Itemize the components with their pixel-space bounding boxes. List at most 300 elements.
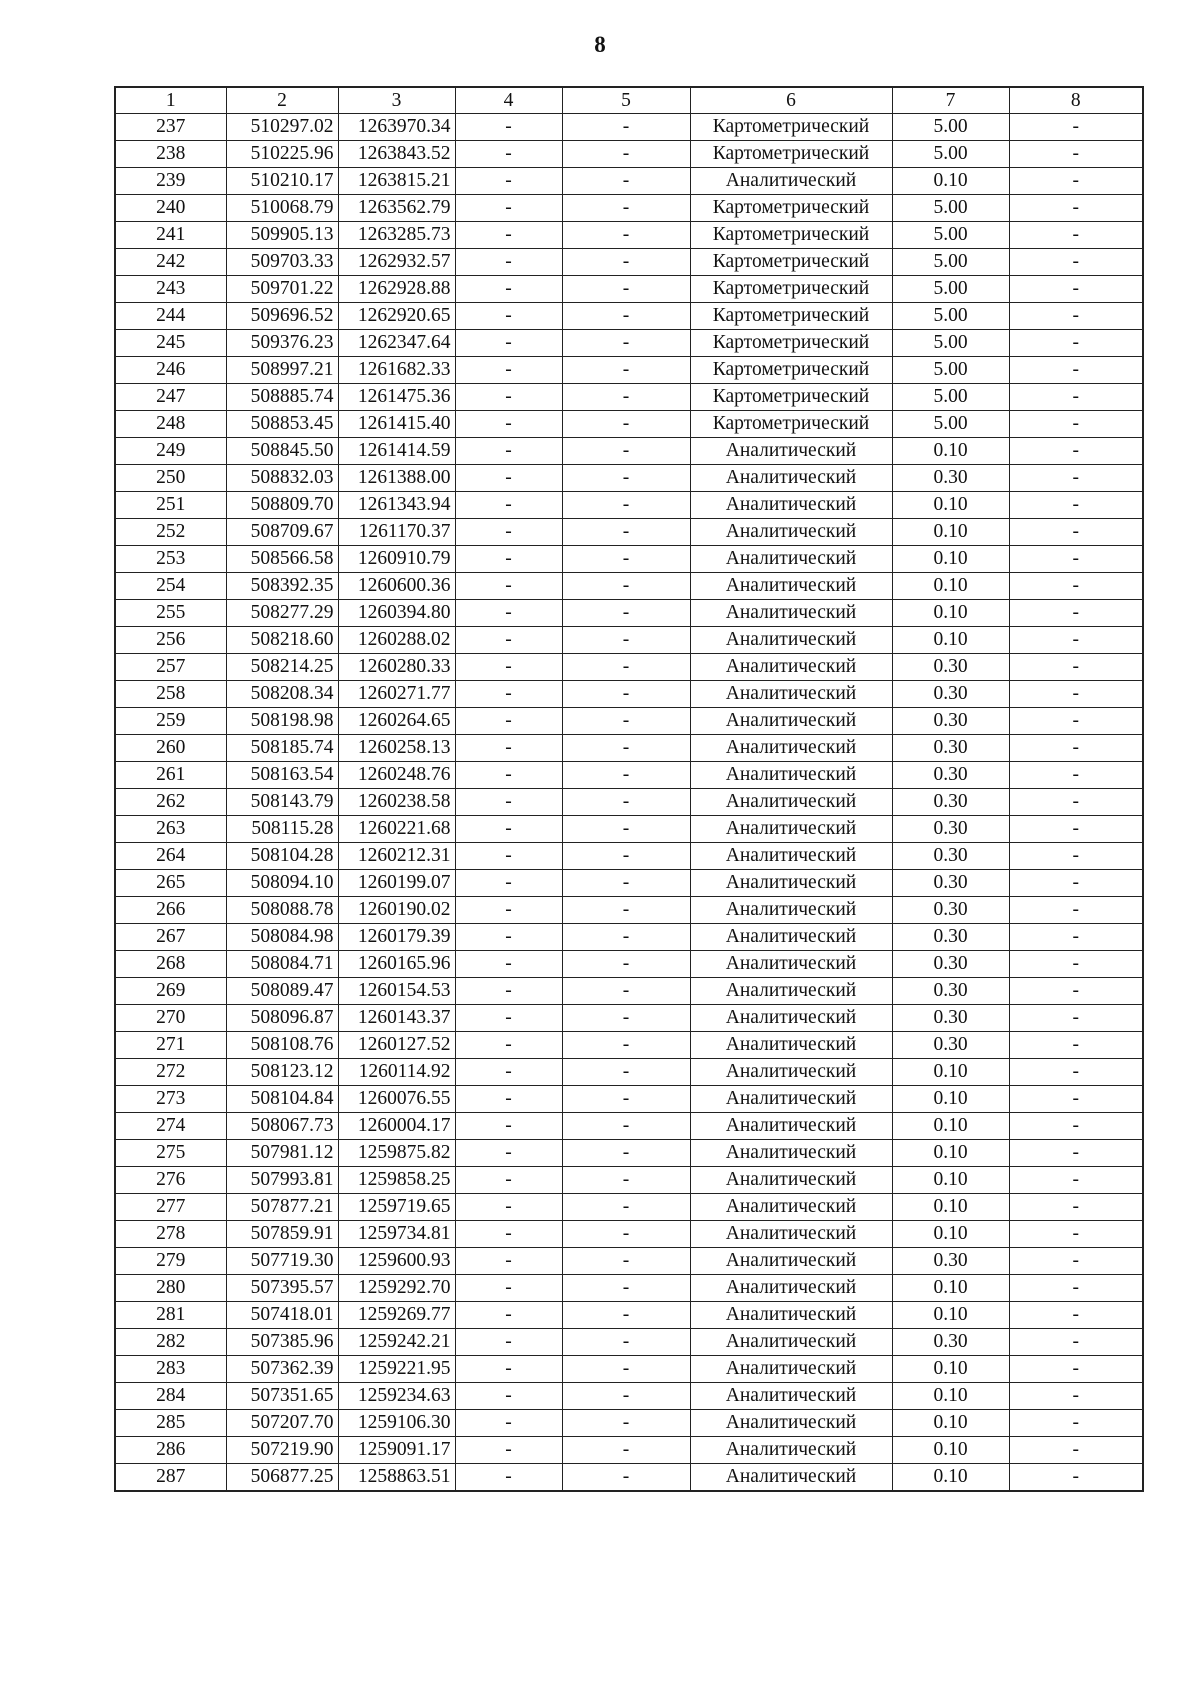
column-4-cell: - [455, 816, 562, 843]
column-8-cell: - [1009, 222, 1143, 249]
method-cell: Аналитический [690, 1032, 892, 1059]
column-4-cell: - [455, 1167, 562, 1194]
x-coordinate-cell: 506877.25 [226, 1464, 338, 1492]
method-cell: Аналитический [690, 168, 892, 195]
column-5-cell: - [562, 276, 690, 303]
column-5-cell: - [562, 1059, 690, 1086]
column-4-cell: - [455, 303, 562, 330]
table-row [115, 870, 1143, 897]
x-coordinate-cell: 507719.30 [226, 1248, 338, 1275]
point-number-cell: 272 [115, 1059, 226, 1086]
column-4-cell: - [455, 114, 562, 141]
x-coordinate-cell: 508845.50 [226, 438, 338, 465]
y-coordinate-cell: 1260271.77 [338, 681, 455, 708]
method-cell: Аналитический [690, 1005, 892, 1032]
table-row [115, 1383, 1143, 1410]
method-cell: Аналитический [690, 789, 892, 816]
point-number-cell: 270 [115, 1005, 226, 1032]
method-cell: Аналитический [690, 762, 892, 789]
y-coordinate-cell: 1260114.92 [338, 1059, 455, 1086]
accuracy-cell: 0.10 [892, 1059, 1009, 1086]
x-coordinate-cell: 508094.10 [226, 870, 338, 897]
accuracy-cell: 0.10 [892, 1086, 1009, 1113]
accuracy-cell: 0.30 [892, 1248, 1009, 1275]
column-8-cell: - [1009, 1194, 1143, 1221]
accuracy-cell: 0.10 [892, 1383, 1009, 1410]
accuracy-cell: 0.10 [892, 1194, 1009, 1221]
table-row [115, 1437, 1143, 1464]
column-5-cell: - [562, 1194, 690, 1221]
column-5-cell: - [562, 1140, 690, 1167]
y-coordinate-cell: 1258863.51 [338, 1464, 455, 1492]
column-4-cell: - [455, 384, 562, 411]
table-row [115, 519, 1143, 546]
table-row [115, 951, 1143, 978]
accuracy-cell: 0.30 [892, 735, 1009, 762]
table-row [115, 1140, 1143, 1167]
column-5-cell: - [562, 465, 690, 492]
y-coordinate-cell: 1259719.65 [338, 1194, 455, 1221]
y-coordinate-cell: 1263815.21 [338, 168, 455, 195]
column-5-cell: - [562, 600, 690, 627]
method-cell: Аналитический [690, 573, 892, 600]
x-coordinate-cell: 509701.22 [226, 276, 338, 303]
accuracy-cell: 5.00 [892, 141, 1009, 168]
y-coordinate-cell: 1259234.63 [338, 1383, 455, 1410]
point-number-cell: 252 [115, 519, 226, 546]
x-coordinate-cell: 508115.28 [226, 816, 338, 843]
table-row [115, 1248, 1143, 1275]
y-coordinate-cell: 1261682.33 [338, 357, 455, 384]
column-8-cell: - [1009, 1059, 1143, 1086]
accuracy-cell: 0.10 [892, 1410, 1009, 1437]
column-4-cell: - [455, 573, 562, 600]
column-4-cell: - [455, 1086, 562, 1113]
column-8-cell: - [1009, 1437, 1143, 1464]
column-8-cell: - [1009, 1140, 1143, 1167]
column-8-cell: - [1009, 951, 1143, 978]
method-cell: Аналитический [690, 465, 892, 492]
table-row [115, 654, 1143, 681]
point-number-cell: 240 [115, 195, 226, 222]
point-number-cell: 255 [115, 600, 226, 627]
point-number-cell: 247 [115, 384, 226, 411]
table-row [115, 627, 1143, 654]
column-8-cell: - [1009, 1086, 1143, 1113]
accuracy-cell: 0.10 [892, 1221, 1009, 1248]
y-coordinate-cell: 1261415.40 [338, 411, 455, 438]
column-8-cell: - [1009, 573, 1143, 600]
x-coordinate-cell: 509703.33 [226, 249, 338, 276]
column-4-cell: - [455, 1383, 562, 1410]
y-coordinate-cell: 1260258.13 [338, 735, 455, 762]
table-header-row [115, 87, 1143, 114]
column-4-cell: - [455, 897, 562, 924]
column-4-cell: - [455, 789, 562, 816]
point-number-cell: 237 [115, 114, 226, 141]
column-8-cell: - [1009, 411, 1143, 438]
method-cell: Аналитический [690, 978, 892, 1005]
column-5-cell: - [562, 762, 690, 789]
accuracy-cell: 5.00 [892, 384, 1009, 411]
column-4-cell: - [455, 1248, 562, 1275]
point-number-cell: 284 [115, 1383, 226, 1410]
method-cell: Картометрический [690, 195, 892, 222]
column-8-cell: - [1009, 519, 1143, 546]
table-row [115, 1464, 1143, 1492]
column-header: 5 [562, 87, 690, 114]
x-coordinate-cell: 507418.01 [226, 1302, 338, 1329]
x-coordinate-cell: 508185.74 [226, 735, 338, 762]
column-8-cell: - [1009, 789, 1143, 816]
column-8-cell: - [1009, 1167, 1143, 1194]
point-number-cell: 245 [115, 330, 226, 357]
table-row [115, 438, 1143, 465]
column-5-cell: - [562, 735, 690, 762]
x-coordinate-cell: 508277.29 [226, 600, 338, 627]
y-coordinate-cell: 1260212.31 [338, 843, 455, 870]
method-cell: Аналитический [690, 951, 892, 978]
table-row [115, 600, 1143, 627]
accuracy-cell: 0.30 [892, 762, 1009, 789]
column-8-cell: - [1009, 492, 1143, 519]
table-row [115, 384, 1143, 411]
y-coordinate-cell: 1259875.82 [338, 1140, 455, 1167]
accuracy-cell: 5.00 [892, 330, 1009, 357]
point-number-cell: 243 [115, 276, 226, 303]
column-header: 1 [115, 87, 226, 114]
method-cell: Аналитический [690, 1464, 892, 1492]
column-5-cell: - [562, 978, 690, 1005]
y-coordinate-cell: 1259106.30 [338, 1410, 455, 1437]
column-8-cell: - [1009, 195, 1143, 222]
column-4-cell: - [455, 519, 562, 546]
x-coordinate-cell: 508104.28 [226, 843, 338, 870]
x-coordinate-cell: 508885.74 [226, 384, 338, 411]
x-coordinate-cell: 508566.58 [226, 546, 338, 573]
point-number-cell: 256 [115, 627, 226, 654]
column-4-cell: - [455, 1275, 562, 1302]
accuracy-cell: 0.30 [892, 897, 1009, 924]
accuracy-cell: 0.30 [892, 816, 1009, 843]
method-cell: Аналитический [690, 681, 892, 708]
y-coordinate-cell: 1260248.76 [338, 762, 455, 789]
column-4-cell: - [455, 843, 562, 870]
y-coordinate-cell: 1260179.39 [338, 924, 455, 951]
table-row [115, 357, 1143, 384]
column-5-cell: - [562, 222, 690, 249]
method-cell: Аналитический [690, 1167, 892, 1194]
column-5-cell: - [562, 519, 690, 546]
column-4-cell: - [455, 1059, 562, 1086]
method-cell: Аналитический [690, 897, 892, 924]
point-number-cell: 248 [115, 411, 226, 438]
x-coordinate-cell: 507395.57 [226, 1275, 338, 1302]
point-number-cell: 265 [115, 870, 226, 897]
column-4-cell: - [455, 1113, 562, 1140]
column-8-cell: - [1009, 141, 1143, 168]
method-cell: Картометрический [690, 276, 892, 303]
column-5-cell: - [562, 384, 690, 411]
accuracy-cell: 0.10 [892, 546, 1009, 573]
column-8-cell: - [1009, 438, 1143, 465]
y-coordinate-cell: 1263970.34 [338, 114, 455, 141]
column-5-cell: - [562, 168, 690, 195]
y-coordinate-cell: 1262920.65 [338, 303, 455, 330]
point-number-cell: 242 [115, 249, 226, 276]
accuracy-cell: 0.30 [892, 465, 1009, 492]
method-cell: Аналитический [690, 1383, 892, 1410]
table-row [115, 222, 1143, 249]
column-8-cell: - [1009, 1356, 1143, 1383]
point-number-cell: 257 [115, 654, 226, 681]
point-number-cell: 250 [115, 465, 226, 492]
column-5-cell: - [562, 546, 690, 573]
x-coordinate-cell: 508198.98 [226, 708, 338, 735]
x-coordinate-cell: 508853.45 [226, 411, 338, 438]
accuracy-cell: 0.30 [892, 951, 1009, 978]
column-8-cell: - [1009, 654, 1143, 681]
point-number-cell: 266 [115, 897, 226, 924]
accuracy-cell: 0.10 [892, 168, 1009, 195]
x-coordinate-cell: 508832.03 [226, 465, 338, 492]
y-coordinate-cell: 1260238.58 [338, 789, 455, 816]
x-coordinate-cell: 507877.21 [226, 1194, 338, 1221]
column-8-cell: - [1009, 681, 1143, 708]
point-number-cell: 258 [115, 681, 226, 708]
table-row [115, 1167, 1143, 1194]
method-cell: Аналитический [690, 1410, 892, 1437]
coordinates-table [114, 86, 1144, 1492]
point-number-cell: 239 [115, 168, 226, 195]
accuracy-cell: 0.10 [892, 519, 1009, 546]
column-5-cell: - [562, 1167, 690, 1194]
column-4-cell: - [455, 762, 562, 789]
method-cell: Аналитический [690, 546, 892, 573]
table-row [115, 168, 1143, 195]
column-5-cell: - [562, 1383, 690, 1410]
table-row [115, 816, 1143, 843]
column-5-cell: - [562, 330, 690, 357]
table-row [115, 276, 1143, 303]
x-coordinate-cell: 509376.23 [226, 330, 338, 357]
x-coordinate-cell: 508218.60 [226, 627, 338, 654]
column-8-cell: - [1009, 357, 1143, 384]
column-5-cell: - [562, 1221, 690, 1248]
table-row [115, 1329, 1143, 1356]
method-cell: Картометрический [690, 411, 892, 438]
y-coordinate-cell: 1259221.95 [338, 1356, 455, 1383]
method-cell: Аналитический [690, 1275, 892, 1302]
y-coordinate-cell: 1263285.73 [338, 222, 455, 249]
accuracy-cell: 0.10 [892, 1464, 1009, 1492]
column-4-cell: - [455, 1437, 562, 1464]
y-coordinate-cell: 1261388.00 [338, 465, 455, 492]
point-number-cell: 244 [115, 303, 226, 330]
column-8-cell: - [1009, 465, 1143, 492]
accuracy-cell: 0.10 [892, 627, 1009, 654]
accuracy-cell: 5.00 [892, 357, 1009, 384]
method-cell: Картометрический [690, 114, 892, 141]
column-5-cell: - [562, 924, 690, 951]
column-4-cell: - [455, 168, 562, 195]
point-number-cell: 281 [115, 1302, 226, 1329]
y-coordinate-cell: 1259242.21 [338, 1329, 455, 1356]
point-number-cell: 262 [115, 789, 226, 816]
point-number-cell: 279 [115, 1248, 226, 1275]
accuracy-cell: 0.10 [892, 1275, 1009, 1302]
method-cell: Аналитический [690, 1356, 892, 1383]
point-number-cell: 264 [115, 843, 226, 870]
x-coordinate-cell: 510210.17 [226, 168, 338, 195]
point-number-cell: 263 [115, 816, 226, 843]
method-cell: Аналитический [690, 924, 892, 951]
accuracy-cell: 0.10 [892, 1302, 1009, 1329]
method-cell: Аналитический [690, 519, 892, 546]
column-8-cell: - [1009, 1221, 1143, 1248]
column-4-cell: - [455, 681, 562, 708]
column-5-cell: - [562, 1032, 690, 1059]
column-8-cell: - [1009, 1464, 1143, 1492]
accuracy-cell: 5.00 [892, 114, 1009, 141]
column-8-cell: - [1009, 1113, 1143, 1140]
column-4-cell: - [455, 1410, 562, 1437]
method-cell: Аналитический [690, 870, 892, 897]
column-8-cell: - [1009, 735, 1143, 762]
method-cell: Аналитический [690, 1140, 892, 1167]
table-row [115, 1113, 1143, 1140]
column-5-cell: - [562, 1248, 690, 1275]
column-4-cell: - [455, 1032, 562, 1059]
column-5-cell: - [562, 1005, 690, 1032]
column-5-cell: - [562, 627, 690, 654]
point-number-cell: 267 [115, 924, 226, 951]
column-8-cell: - [1009, 114, 1143, 141]
column-header: 2 [226, 87, 338, 114]
column-8-cell: - [1009, 1383, 1143, 1410]
column-5-cell: - [562, 870, 690, 897]
point-number-cell: 275 [115, 1140, 226, 1167]
column-5-cell: - [562, 303, 690, 330]
accuracy-cell: 0.30 [892, 681, 1009, 708]
method-cell: Аналитический [690, 816, 892, 843]
x-coordinate-cell: 509696.52 [226, 303, 338, 330]
method-cell: Картометрический [690, 303, 892, 330]
column-4-cell: - [455, 222, 562, 249]
table-row [115, 330, 1143, 357]
column-8-cell: - [1009, 546, 1143, 573]
table-row [115, 708, 1143, 735]
y-coordinate-cell: 1260280.33 [338, 654, 455, 681]
table-row [115, 114, 1143, 141]
column-8-cell: - [1009, 600, 1143, 627]
table-row [115, 546, 1143, 573]
y-coordinate-cell: 1260165.96 [338, 951, 455, 978]
column-5-cell: - [562, 789, 690, 816]
point-number-cell: 274 [115, 1113, 226, 1140]
column-8-cell: - [1009, 816, 1143, 843]
method-cell: Аналитический [690, 843, 892, 870]
y-coordinate-cell: 1260600.36 [338, 573, 455, 600]
column-4-cell: - [455, 465, 562, 492]
table-row [115, 681, 1143, 708]
table-row [115, 1410, 1143, 1437]
y-coordinate-cell: 1259734.81 [338, 1221, 455, 1248]
column-4-cell: - [455, 1464, 562, 1492]
column-4-cell: - [455, 438, 562, 465]
method-cell: Аналитический [690, 708, 892, 735]
point-number-cell: 246 [115, 357, 226, 384]
column-5-cell: - [562, 411, 690, 438]
column-4-cell: - [455, 978, 562, 1005]
y-coordinate-cell: 1260154.53 [338, 978, 455, 1005]
point-number-cell: 269 [115, 978, 226, 1005]
point-number-cell: 277 [115, 1194, 226, 1221]
column-5-cell: - [562, 114, 690, 141]
column-8-cell: - [1009, 843, 1143, 870]
point-number-cell: 276 [115, 1167, 226, 1194]
accuracy-cell: 0.30 [892, 789, 1009, 816]
accuracy-cell: 0.10 [892, 1356, 1009, 1383]
method-cell: Аналитический [690, 1329, 892, 1356]
column-4-cell: - [455, 870, 562, 897]
y-coordinate-cell: 1263562.79 [338, 195, 455, 222]
point-number-cell: 238 [115, 141, 226, 168]
y-coordinate-cell: 1261170.37 [338, 519, 455, 546]
x-coordinate-cell: 507859.91 [226, 1221, 338, 1248]
point-number-cell: 254 [115, 573, 226, 600]
x-coordinate-cell: 508214.25 [226, 654, 338, 681]
table-row [115, 303, 1143, 330]
column-4-cell: - [455, 951, 562, 978]
method-cell: Аналитический [690, 654, 892, 681]
x-coordinate-cell: 510068.79 [226, 195, 338, 222]
column-5-cell: - [562, 843, 690, 870]
table-row [115, 1005, 1143, 1032]
column-5-cell: - [562, 816, 690, 843]
point-number-cell: 251 [115, 492, 226, 519]
column-8-cell: - [1009, 978, 1143, 1005]
column-5-cell: - [562, 357, 690, 384]
point-number-cell: 253 [115, 546, 226, 573]
column-8-cell: - [1009, 870, 1143, 897]
method-cell: Аналитический [690, 627, 892, 654]
y-coordinate-cell: 1262928.88 [338, 276, 455, 303]
accuracy-cell: 5.00 [892, 303, 1009, 330]
accuracy-cell: 0.10 [892, 438, 1009, 465]
column-4-cell: - [455, 411, 562, 438]
x-coordinate-cell: 510297.02 [226, 114, 338, 141]
column-4-cell: - [455, 546, 562, 573]
y-coordinate-cell: 1259269.77 [338, 1302, 455, 1329]
column-5-cell: - [562, 1437, 690, 1464]
column-5-cell: - [562, 1410, 690, 1437]
table-row [115, 141, 1143, 168]
column-8-cell: - [1009, 897, 1143, 924]
x-coordinate-cell: 509905.13 [226, 222, 338, 249]
column-8-cell: - [1009, 1005, 1143, 1032]
x-coordinate-cell: 508108.76 [226, 1032, 338, 1059]
y-coordinate-cell: 1260004.17 [338, 1113, 455, 1140]
column-5-cell: - [562, 1302, 690, 1329]
column-4-cell: - [455, 1005, 562, 1032]
column-5-cell: - [562, 1464, 690, 1492]
method-cell: Аналитический [690, 735, 892, 762]
accuracy-cell: 0.30 [892, 1032, 1009, 1059]
accuracy-cell: 0.10 [892, 492, 1009, 519]
accuracy-cell: 0.30 [892, 843, 1009, 870]
column-4-cell: - [455, 141, 562, 168]
